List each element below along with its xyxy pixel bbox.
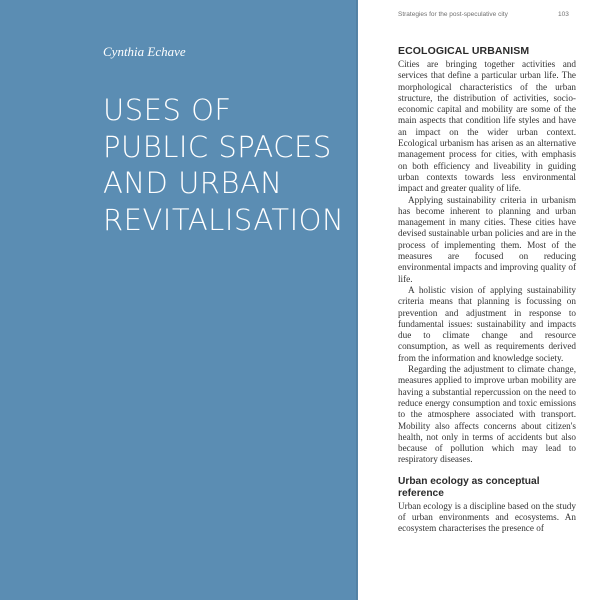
chapter-title-line: USES OF bbox=[103, 93, 232, 127]
body-paragraph: A holistic vision of applying sustainability criteria means that planning is focussing on prevention and adjustment in response to fundamental issues: sustainability and impacts due to climate change and resource consumption, as well as requirements derived from the information and knowledge society. bbox=[398, 284, 576, 363]
running-header: Strategies for the post-speculative city bbox=[398, 11, 508, 18]
sub-heading: Urban ecology as conceptual reference bbox=[398, 475, 540, 499]
chapter-title-line: PUBLIC SPACES bbox=[103, 129, 332, 164]
section-heading: ECOLOGICAL URBANISM bbox=[398, 45, 530, 57]
chapter-title-line: REVITALISATION bbox=[103, 202, 345, 237]
right-page bbox=[358, 0, 600, 600]
page-number: 103 bbox=[558, 11, 569, 18]
body-text-column bbox=[398, 45, 576, 535]
body-paragraph: Regarding the adjustment to climate change, measures applied to improve urban mobility are having a substantial repercussion on the need to reduce energy consumption and toxic emissions to the atmosphere associated with transport. Mobility also affects concerns about citizen's health, not only in terms of accidents but also because of pollution which may lead to respiratory diseases. bbox=[398, 364, 576, 465]
body-paragraph: Applying sustainability criteria in urbanism has become inherent to planning and urban management in many cities. These cities have devised sustainable urban policies and are in the process of implementing them. Most of the measures are focused on reducing environmental impacts and improving quality of life. bbox=[398, 194, 576, 284]
body-paragraph: Urban ecology is a discipline based on the study of urban environments and ecosystems. An ecosystem characterises the presence of bbox=[398, 500, 576, 534]
chapter-title bbox=[103, 92, 353, 238]
chapter-title-line: AND URBAN bbox=[103, 166, 283, 200]
body-paragraph: Cities are bringing together activities and services that define a particular urban life. The morphological characteristics of the urban structure, the distribution of activities, socio-economic capital and mobility are some of the main aspects that condition life styles and have an impact on the wider urban context. Ecological urbanism has arisen as an alternative management process for cities, with emphasis on both efficiency and liveability in guiding urban contexts towards less environmental impact and greater quality of life. bbox=[398, 59, 576, 194]
author-name: Cynthia Echave bbox=[103, 44, 186, 59]
